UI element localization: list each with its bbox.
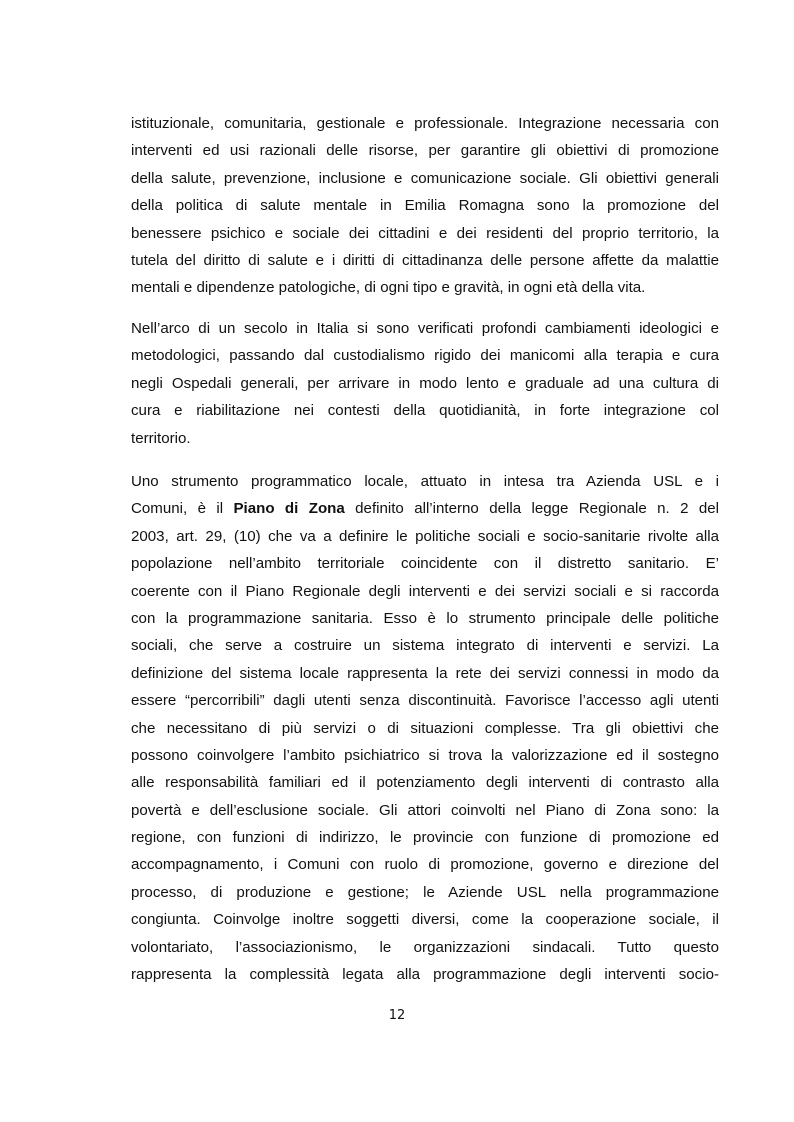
text-line: popolazione nell’ambito territoriale coincidente con il distretto sanitario. E’ xyxy=(131,555,719,573)
paragraph-2 xyxy=(131,315,719,452)
text-run: definito all’interno della legge Regionale n. 2 del xyxy=(344,500,719,518)
text-line: povertà e dell’esclusione sociale. Gli attori coinvolti nel Piano di Zona sono: la xyxy=(131,801,719,819)
text-line: tutela del diritto di salute e i diritti di cittadinanza delle persone affette da malattie xyxy=(131,251,719,269)
text-line: cura e riabilitazione nei contesti della quotidianità, in forte integrazione col xyxy=(131,402,719,420)
text-line: della politica di salute mentale in Emilia Romagna sono la promozione del xyxy=(131,197,719,215)
text-line: territorio. xyxy=(131,429,191,447)
text-line: metodologici, passando dal custodialismo rigido dei manicomi alla terapia e cura xyxy=(131,347,719,365)
text-line: alle responsabilità familiari ed il potenziamento degli interventi di contrasto alla xyxy=(131,774,719,792)
text-line: benessere psichico e sociale dei cittadini e dei residenti del proprio territorio, la xyxy=(131,224,719,242)
text-line: definizione del sistema locale rappresenta la rete dei servizi connessi in modo da xyxy=(131,664,719,682)
text-line: possono coinvolgere l’ambito psichiatrico si trova la valorizzazione ed il sostegno xyxy=(131,746,719,764)
text-line: congiunta. Coinvolge inoltre soggetti diversi, come la cooperazione sociale, il xyxy=(131,911,719,929)
text-line: coerente con il Piano Regionale degli interventi e dei servizi sociali e si raccorda xyxy=(131,582,719,600)
text-line: con la programmazione sanitaria. Esso è lo strumento principale delle politiche xyxy=(131,609,719,627)
text-line: volontariato, l’associazionismo, le organizzazioni sindacali. Tutto questo xyxy=(131,938,719,956)
paragraph-1 xyxy=(131,110,719,302)
page-number: 12 xyxy=(388,1008,406,1023)
text-line: Nell’arco di un secolo in Italia si sono verificati profondi cambiamenti ideologici e xyxy=(131,320,719,337)
text-line: istituzionale, comunitaria, gestionale e professionale. Integrazione necessaria con xyxy=(131,115,719,132)
text-line: essere “percorribili” dagli utenti senza discontinuità. Favorisce l’accesso agli utenti xyxy=(131,692,719,710)
text-line: sociali, che serve a costruire un sistema integrato di interventi e servizi. La xyxy=(131,637,719,655)
text-line: processo, di produzione e gestione; le Aziende USL nella programmazione xyxy=(131,883,719,901)
text-line: interventi ed usi razionali delle risorse, per garantire gli obiettivi di promozione xyxy=(131,142,719,160)
text-line: della salute, prevenzione, inclusione e comunicazione sociale. Gli obiettivi generali xyxy=(131,169,719,187)
paragraph-3 xyxy=(131,468,719,988)
text-line: accompagnamento, i Comuni con ruolo di promozione, governo e direzione del xyxy=(131,856,719,874)
text-line: Uno strumento programmatico locale, attuato in intesa tra Azienda USL e i xyxy=(131,473,719,490)
text-line: mentali e dipendenze patologiche, di ogni tipo e gravità, in ogni età della vita. xyxy=(131,279,646,297)
text-line: 2003, art. 29, (10) che va a definire le politiche sociali e socio-sanitarie rivolte alla xyxy=(131,527,719,545)
text-run: Comuni, è il xyxy=(131,500,234,518)
piano-di-zona-emphasis: Piano di Zona xyxy=(233,500,345,518)
text-line: regione, con funzioni di indirizzo, le provincie con funzione di promozione ed xyxy=(131,829,719,847)
text-line: rappresenta la complessità legata alla programmazione degli interventi socio- xyxy=(131,966,719,984)
text-line: negli Ospedali generali, per arrivare in modo lento e graduale ad una cultura di xyxy=(131,374,719,392)
text-line: che necessitano di più servizi o di situazioni complesse. Tra gli obiettivi che xyxy=(131,719,719,737)
text-line-with-emphasis xyxy=(131,495,719,522)
